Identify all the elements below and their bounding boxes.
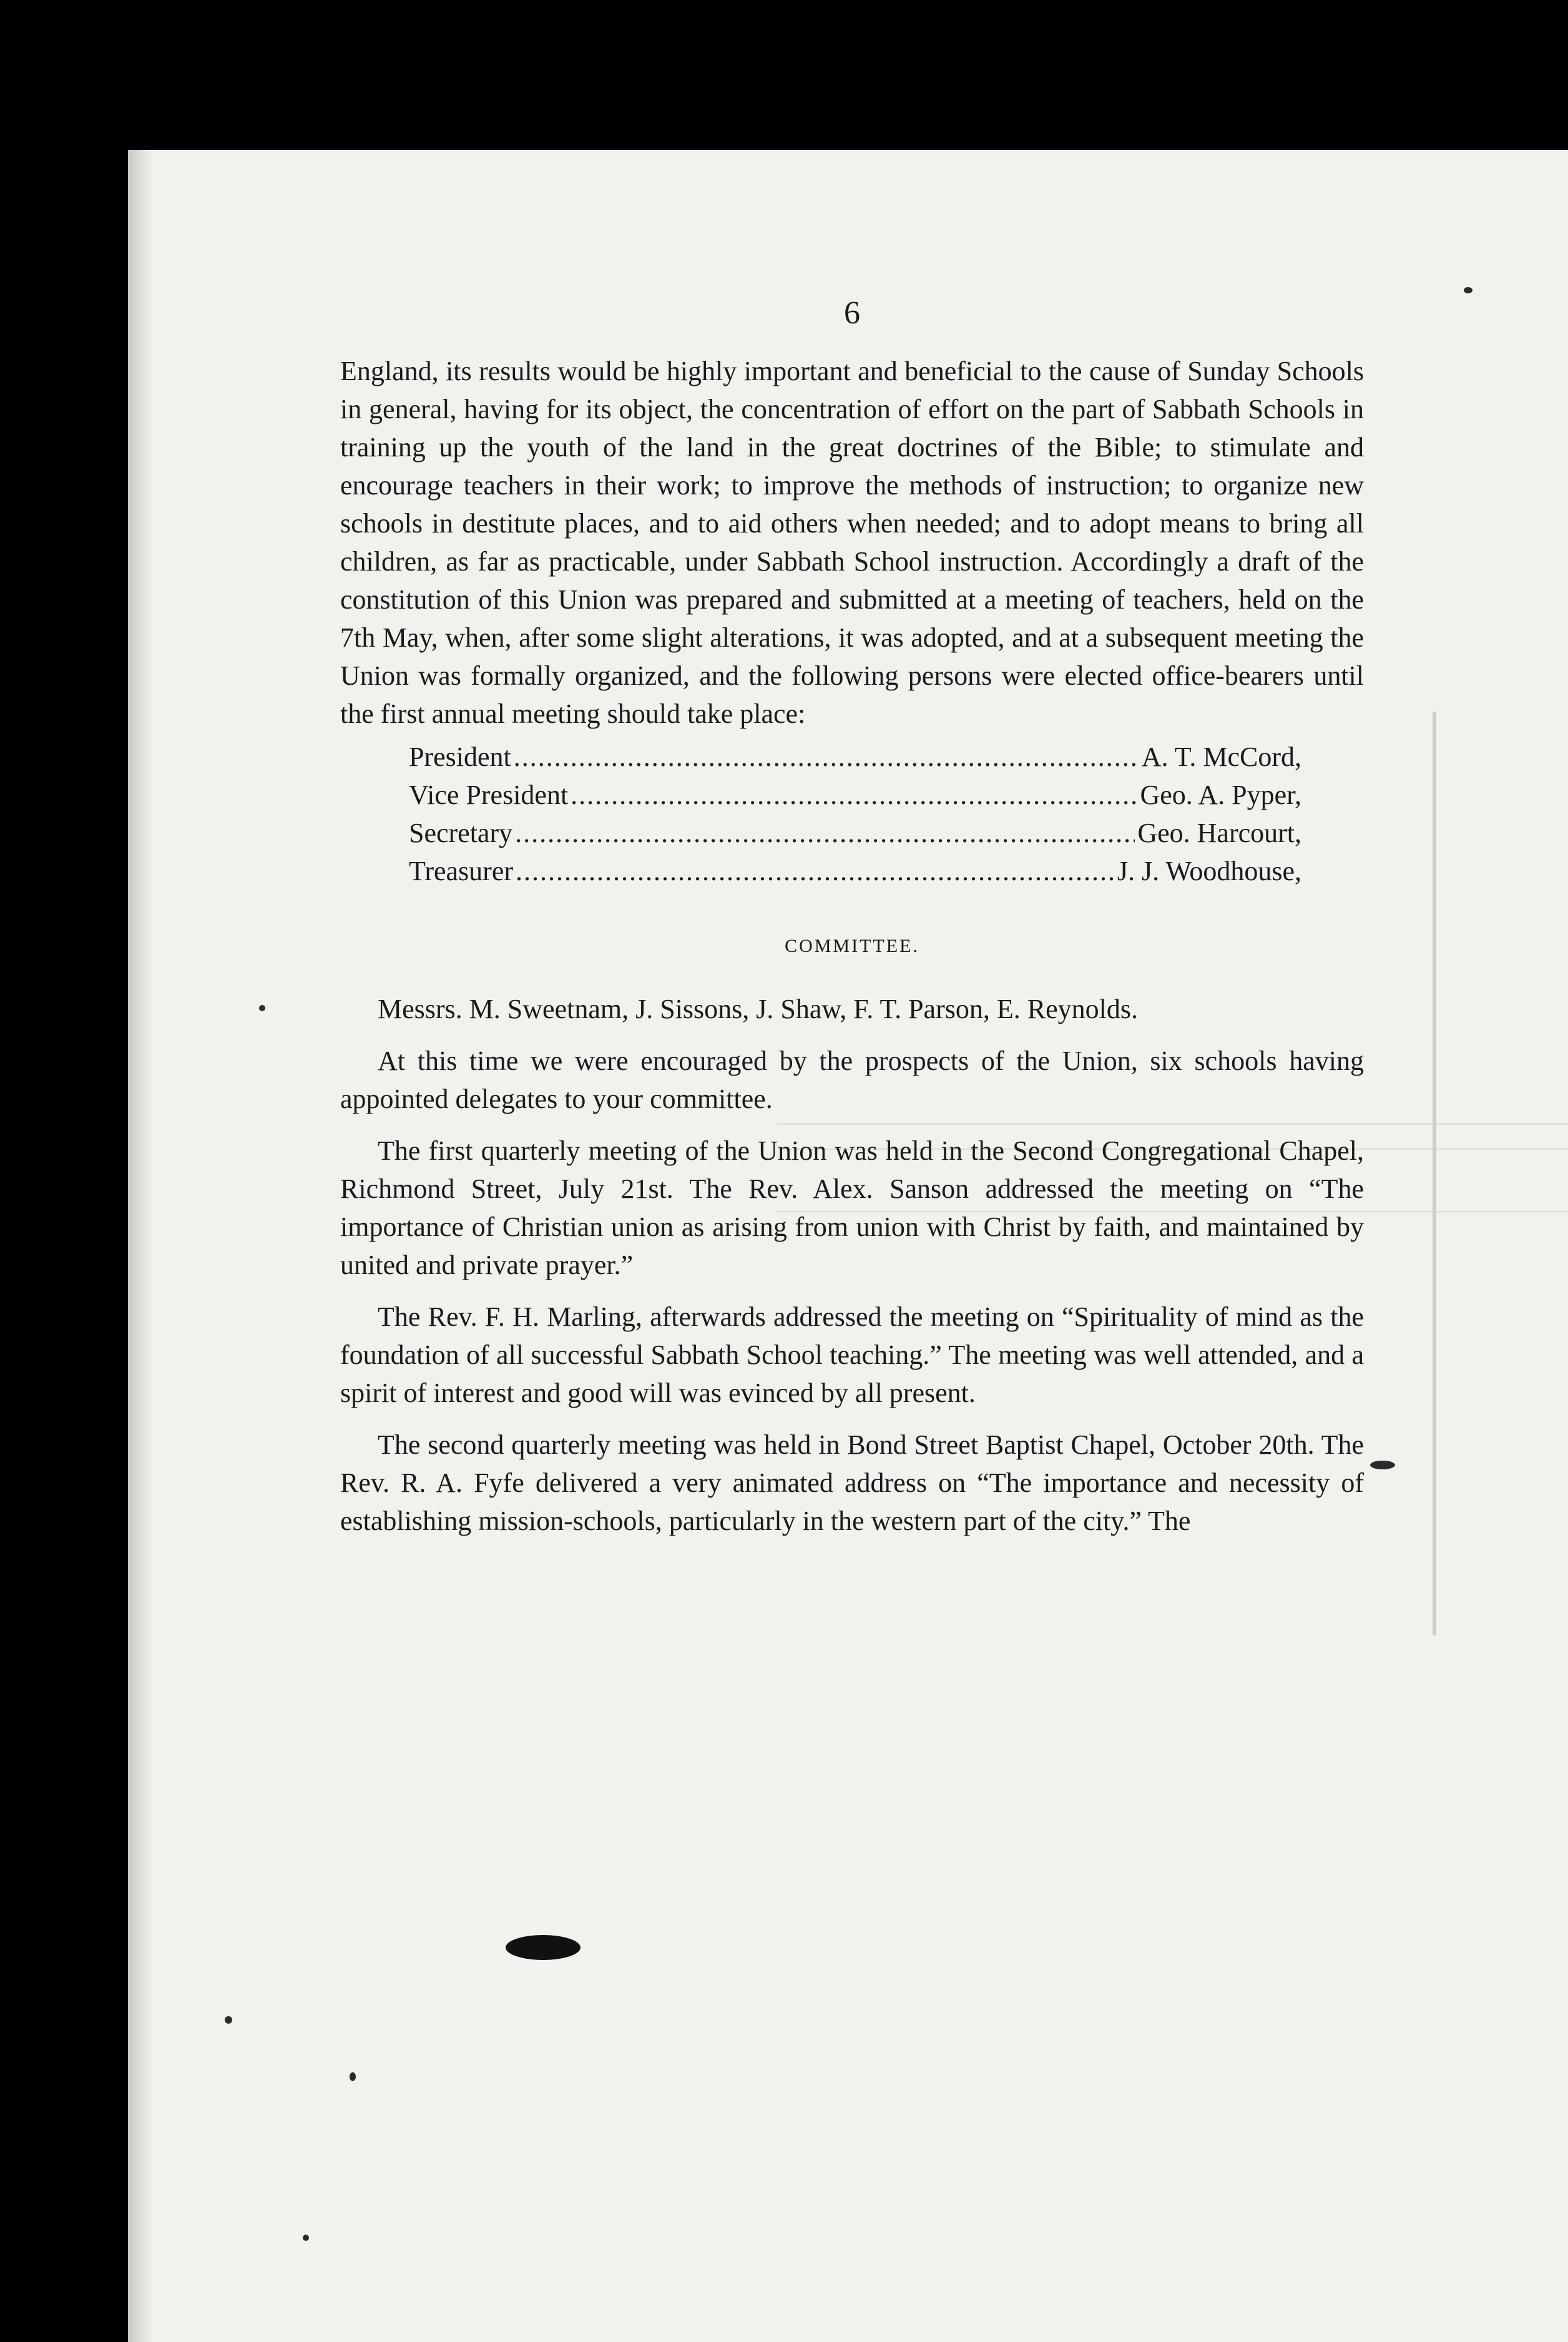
leader-dots xyxy=(516,852,1115,890)
officer-name: Geo. A. Pyper, xyxy=(1140,780,1301,810)
paragraph-first-meeting: The first quarterly meeting of the Union was held in the Second Congregational Chapel, Richmond Street, July 21st. The Rev. Alex. Sanson addressed the meeting on “The importance of Christian union as arising from union with Christ by faith, and maintained by united and private prayer.” xyxy=(340,1135,1364,1280)
officer-list xyxy=(409,738,1301,890)
margin-rule xyxy=(1433,712,1436,1635)
paragraph-union-purpose: England, its results would be highly important and beneficial to the cause of Sunday Schools in general, having for its object, the concentration of effort on the part of Sabbath Schools in training up the youth of the land in the great doctrines of the Bible; to stimulate and encourage teachers in their work; to improve the methods of instruction; to organize new schools in destitute places, and to aid others when needed; and to adopt means to bring all children, as far as practicable, under Sabbath School instruction. Accordingly a draft of the constitution of this Union was prepared and submitted at a meeting of teachers, held on the 7th May, when, after some slight alterations, it was adopted, and at a subsequent meeting the Union was formally organized, and the following persons were elected office-bearers until the first annual meeting should take place: xyxy=(340,356,1364,729)
ink-speck xyxy=(1464,287,1472,293)
officer-row xyxy=(409,738,1301,776)
officer-name: A. T. McCord, xyxy=(1141,742,1301,772)
officer-role: Treasurer xyxy=(409,856,513,886)
officer-name: J. J. Woodhouse, xyxy=(1117,856,1301,886)
officer-role: Secretary xyxy=(409,818,513,848)
officer-name: Geo. Harcourt, xyxy=(1137,818,1301,848)
page-text xyxy=(340,293,1364,1540)
leader-dots xyxy=(515,814,1135,852)
ink-speck xyxy=(1370,1461,1395,1469)
leader-dots xyxy=(514,738,1139,776)
ink-speck xyxy=(225,2016,232,2024)
document-page xyxy=(128,150,1568,2342)
officer-row xyxy=(409,852,1301,890)
committee-heading: COMMITTEE. xyxy=(785,936,919,956)
officer-row xyxy=(409,776,1301,814)
officer-role: Vice President xyxy=(409,780,569,810)
paragraph-marling-address: The Rev. F. H. Marling, afterwards addressed the meeting on “Spirituality of mind as the foundation of all successful Sabbath School teaching.” The meeting was well attended, and a spirit of interest and good will was evinced by all present. xyxy=(340,1301,1364,1408)
ink-speck xyxy=(350,2072,356,2081)
leader-dots xyxy=(571,776,1137,814)
page-edge-shadow xyxy=(128,150,153,2342)
page-number: 6 xyxy=(844,295,860,331)
paragraph-second-meeting: The second quarterly meeting was held in Bond Street Baptist Chapel, October 20th. The Rev. R. A. Fyfe delivered a very animated address on “The importance and necessity of establishing mission-schools, particularly in the western part of the city.” The xyxy=(340,1429,1364,1536)
officer-role: President xyxy=(409,742,511,772)
paragraph-committee-members: Messrs. M. Sweetnam, J. Sissons, J. Shaw, F. T. Parson, E. Reynolds. xyxy=(378,994,1138,1024)
ink-blot xyxy=(506,1935,581,1960)
officer-row xyxy=(409,814,1301,852)
ink-speck xyxy=(259,1005,265,1011)
paragraph-encouragement: At this time we were encouraged by the prospects of the Union, six schools having appointed delegates to your committee. xyxy=(340,1046,1364,1114)
ink-speck xyxy=(303,2235,309,2241)
